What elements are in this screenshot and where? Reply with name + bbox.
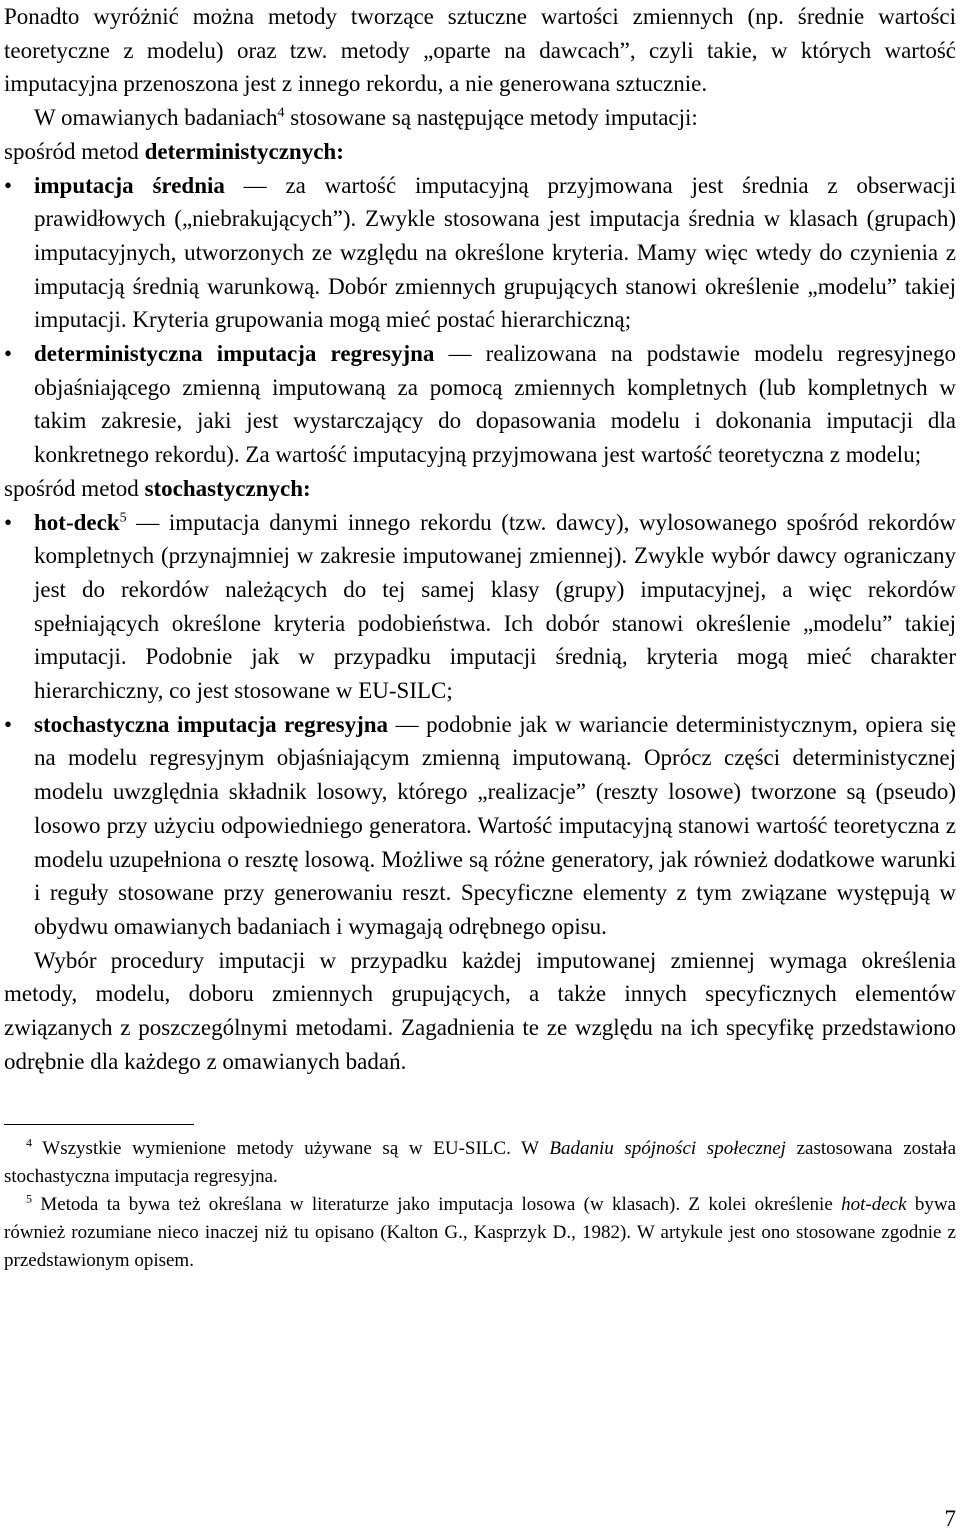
list-item-stochastic-regression: • stochastyczna imputacja regresyjna — podobnie jak w wariancie deterministycznym, opiera się na modelu regresyjnym objaśniającym zmienną imputowaną. Oprócz części deterministycznej modelu uwzględnia składnik losowy, którego „realizacje” (reszty losowe) tworzone są (pseudo) losowo przy użyciu odpowiedniego generatora. Wartość imputacyjną stanowi wartość teoretyczna z modelu uzupełniona o resztę losową. Możliwe są różne generatory, jak również dodatkowe warunki i reguły stosowane przy generowaniu reszt. Specyficzne elementy z tym związane występują w obydwu omawianych badaniach i wymagają odrębnego opisu. [4,708,956,944]
term-hot-deck: hot-deck [34,509,120,535]
paragraph-procedure: Wybór procedury imputacji w przypadku każdej imputowanej zmiennej wymaga określenia metody, modelu, doboru zmiennych grupujących, a także innych specyficznych elementów związanych z poszczególnymi metodami. Zagadnienia te ze względu na ich specyfikę przedstawiono odrębnie dla każdego z omawianych badań. [4,947,956,1074]
bullet-icon: • [4,172,13,198]
heading-stochastic: spośród metod stochastycznych: [4,475,311,501]
footnote-5: $^5$ Metoda ta bywa też określana w literaturze jako imputacja losowa (w klasach). Z kolei określenie hot-deck bywa również rozumiane nieco inaczej niż tu opisano (Kalton G., Kasprzyk D., 1982). W artykule jest ono stosowane zgodnie z przedstawionym opisem. [4,1191,956,1271]
stochastic-methods-list [4,506,956,944]
paragraph-intro: Ponadto wyróżnić można metody tworzące sztuczne wartości zmiennych (np. średnie wartości teoretyczne z modelu) oraz tzw. metody „oparte na dawcach”, czyli takie, w których wartość imputacyjna przenoszona jest z innego rekordu, a nie generowana sztucznie. [4,4,956,97]
heading-deterministic: spośród metod deterministycznych: [4,138,344,164]
footnote-divider [4,1124,194,1125]
term-stochastic-regression: stochastyczna imputacja regresyjna [34,711,389,737]
document-page [4,0,956,1275]
list-item-hot-deck: • hot-deck$^5$ — imputacja danymi innego rekordu (tzw. dawcy), wylosowanego spośród rekordów kompletnych (przynajmniej w zakresie imputowanej zmiennej). Zwykle wybór dawcy ograniczany jest do rekordów należących do tej samej klasy (grupy) imputacyjnej, a więc rekordów spełniających określone kryteria podobieństwa. Ich dobór stanowi określenie „modelu” takiej imputacji. Podobnie jak w przypadku imputacji średnią, kryteria mogą mieć charakter hierarchiczny, co jest stosowane w EU-SILC; [4,506,956,708]
bullet-icon: • [4,711,13,737]
footnote-ref-5: 5 [119,509,127,525]
term-deterministic-regression: deterministyczna imputacja regresyjna [34,341,435,367]
bullet-icon: • [4,341,13,367]
list-item-deterministic-regression: • deterministyczna imputacja regresyjna — realizowana na podstawie modelu regresyjnego objaśniającego zmienną imputowaną za pomocą zmiennych kompletnych (lub kompletnych w takim zakresie, jaki jest wystarczający do dopasowania modelu i dokonania imputacji dla konkretnego rekordu). Za wartość imputacyjną przyjmowana jest wartość teoretyczna z modelu; [4,337,956,472]
footnote-ref-4: 4 [277,105,285,121]
paragraph-methods-intro: W omawianych badaniach$^4$ stosowane są następujące metody imputacji: [34,105,698,131]
footnote-4: $^4$ Wszystkie wymienione metody używane są w EU-SILC. W Badaniu spójności społecznej zastosowana została stochastyczna imputacja regresyjna. [4,1135,957,1187]
page-number: 7 [944,1506,956,1531]
list-item-mean-imputation: • imputacja średnia — za wartość imputacyjną przyjmowana jest średnia z obserwacji prawidłowych („niebrakujących”). Zwykle stosowana jest imputacja średnia w klasach (grupach) imputacyjnych, utworzonych ze względu na określone kryteria. Mamy więc wtedy do czynienia z imputacją średnią warunkową. Dobór zmiennych grupujących stanowi określenie „modelu” takiej imputacji. Kryteria grupowania mogą mieć postać hierarchiczną; [4,169,956,338]
bullet-icon: • [4,509,13,535]
term-mean-imputation: imputacja średnia [34,172,225,198]
deterministic-methods-list [4,169,956,472]
